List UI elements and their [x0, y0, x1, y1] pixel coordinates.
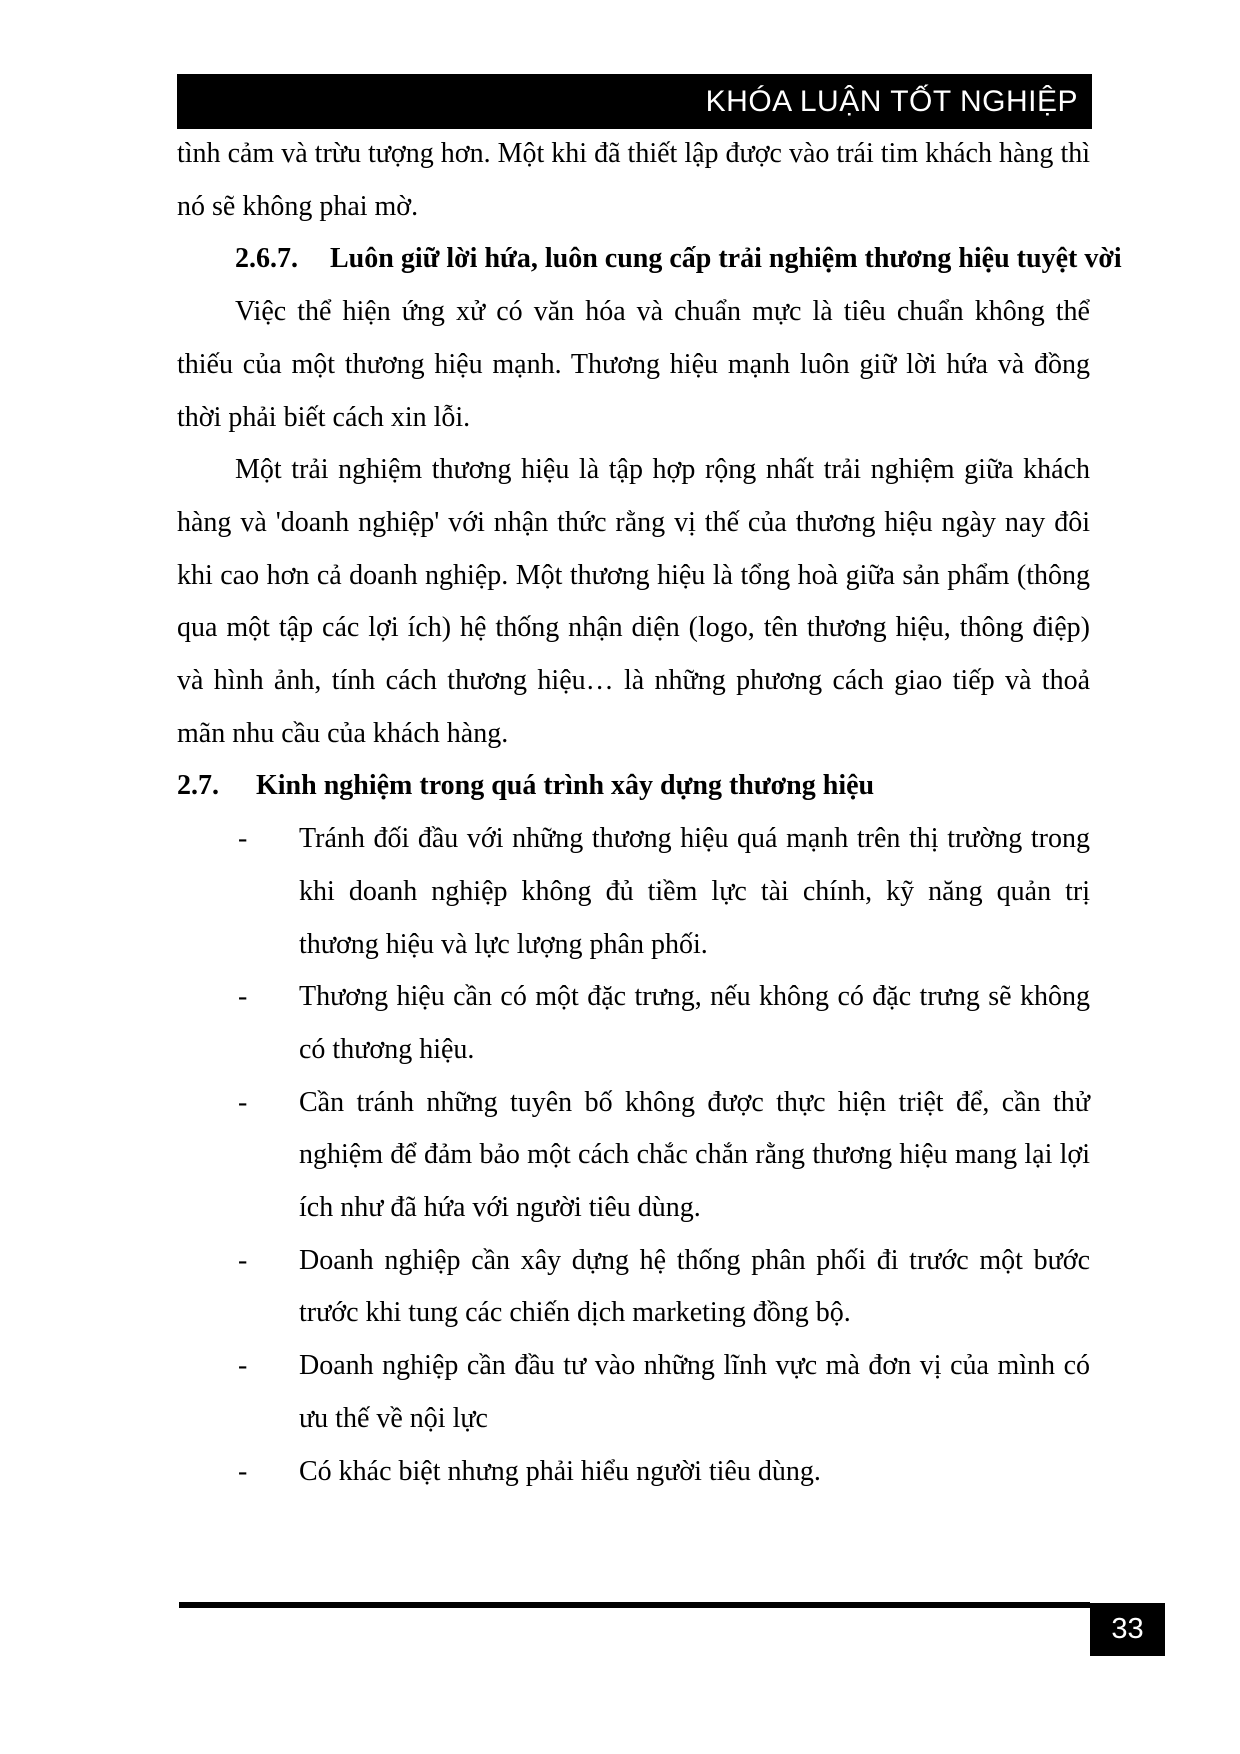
- bullet-marker: -: [238, 1350, 248, 1382]
- page-content: [177, 128, 1122, 1498]
- list-item: [177, 1446, 1090, 1499]
- section-2-7-title: Kinh nghiệm trong quá trình xây dựng thương hiệu: [256, 770, 875, 802]
- footer-rule: [179, 1602, 1090, 1608]
- list-item: [177, 1077, 1090, 1235]
- section-2-6-7-number: 2.6.7.: [235, 243, 298, 275]
- bullet-marker: -: [238, 1086, 248, 1118]
- section-2-6-7-title: Luôn giữ lời hứa, luôn cung cấp trải nghiệm thương hiệu tuyệt vời: [330, 243, 1122, 275]
- list-item: [177, 1235, 1090, 1340]
- section-heading-2-7: [177, 760, 1090, 813]
- bullet-text: Có khác biệt nhưng phải hiểu người tiêu dùng.: [299, 1455, 821, 1487]
- paragraph-brand-experience: Một trải nghiệm thương hiệu là tập hợp rộng nhất trải nghiệm giữa khách hàng và 'doanh nghiệp' với nhận thức rằng vị thế của thương hiệu ngày nay đôi khi cao hơn cả doanh nghiệp. Một thương hiệu là tổng hoà giữa sản phẩm (thông qua một tập các lợi ích) hệ thống nhận diện (logo, tên thương hiệu, thông điệp) và hình ảnh, tính cách thương hiệu… là những phương cách giao tiếp và thoả mãn nhu cầu của khách hàng.: [177, 454, 1090, 749]
- bullet-text: Doanh nghiệp cần xây dựng hệ thống phân phối đi trước một bước trước khi tung các chiến dịch marketing đồng bộ.: [299, 1244, 1090, 1329]
- header-title: KHÓA LUẬN TỐT NGHIỆP: [705, 84, 1078, 118]
- bullet-marker: -: [238, 823, 248, 855]
- bullet-marker: -: [238, 981, 248, 1013]
- bullet-text: Cần tránh những tuyên bố không được thực hiện triệt để, cần thử nghiệm để đảm bảo một cách chắc chắn rằng thương hiệu mang lại lợi ích như đã hứa với người tiêu dùng.: [299, 1086, 1090, 1224]
- list-item: [177, 813, 1090, 971]
- bullet-text: Thương hiệu cần có một đặc trưng, nếu không có đặc trưng sẽ không có thương hiệu.: [299, 981, 1090, 1065]
- section-2-7-number: 2.7.: [177, 770, 219, 802]
- page-number-badge: [1090, 1603, 1165, 1656]
- page-header-bar: [177, 74, 1092, 129]
- list-item: [177, 971, 1090, 1076]
- bullet-text: Doanh nghiệp cần đầu tư vào những lĩnh vực mà đơn vị của mình có ưu thế về nội lực: [299, 1350, 1090, 1434]
- bullet-marker: -: [238, 1455, 248, 1487]
- section-heading-2-6-7: [177, 233, 1122, 286]
- page-number: 33: [1111, 1613, 1144, 1645]
- paragraph-continuation: tình cảm và trừu tượng hơn. Một khi đã thiết lập được vào trái tim khách hàng thì nó sẽ không phai mờ.: [177, 138, 1090, 222]
- bullet-marker: -: [238, 1244, 248, 1276]
- paragraph-brand-promise: Việc thể hiện ứng xử có văn hóa và chuẩn mực là tiêu chuẩn không thể thiếu của một thương hiệu mạnh. Thương hiệu mạnh luôn giữ lời hứa và đồng thời phải biết cách xin lỗi.: [177, 296, 1090, 433]
- bullet-text: Tránh đối đầu với những thương hiệu quá mạnh trên thị trường trong khi doanh nghiệp không đủ tiềm lực tài chính, kỹ năng quản trị thương hiệu và lực lượng phân phối.: [299, 823, 1090, 960]
- list-item: [177, 1340, 1090, 1445]
